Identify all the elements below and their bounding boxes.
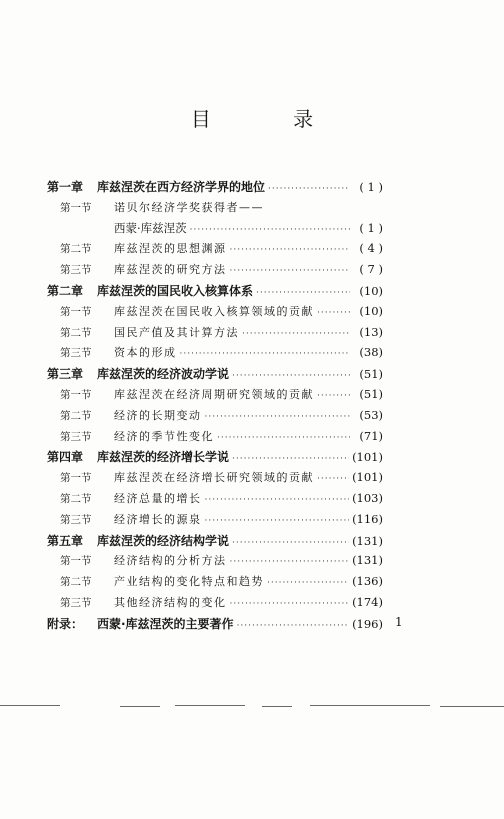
toc-leader-dots: [190, 225, 350, 235]
toc-entry-page: (103): [352, 490, 383, 505]
toc-entry-page: (10): [359, 283, 383, 298]
toc-entry-title: 西蒙·库兹涅茨: [114, 220, 187, 235]
toc-leader-dots: [230, 245, 351, 255]
toc-entry-number: 第二节: [60, 243, 92, 256]
toc-entry-title: 经济增长的源泉: [114, 512, 202, 526]
toc-entry-number: 第三节: [60, 264, 92, 277]
toc-leader-dots: [242, 329, 350, 339]
table-of-contents: [47, 178, 383, 636]
toc-entry-title: 西蒙·库兹涅茨的主要著作: [97, 616, 234, 631]
toc-section-entry: [47, 594, 383, 615]
toc-section-entry: [47, 261, 383, 282]
toc-entry-page: (10): [359, 303, 383, 318]
toc-leader-dots: [180, 349, 351, 359]
toc-entry-title: 国民产值及其计算方法: [114, 325, 239, 339]
toc-leader-dots: [230, 599, 350, 609]
toc-section-entry: [47, 573, 383, 594]
toc-section-entry: [47, 490, 383, 511]
toc-entry-number: 第三节: [60, 347, 92, 360]
toc-section-entry: [47, 324, 383, 345]
toc-entry-title: 库兹涅茨在经济周期研究领域的贡献: [114, 387, 314, 401]
toc-entry-page: (131): [352, 553, 383, 568]
toc-leader-dots: [205, 495, 350, 505]
toc-entry-page: (51): [359, 386, 383, 401]
toc-section-entry: [47, 552, 383, 573]
toc-leader-dots: [268, 184, 350, 194]
toc-entry-number: 第一节: [60, 305, 92, 318]
toc-section-entry: [47, 220, 383, 241]
toc-entry-title: 库兹涅茨在经济增长研究领域的贡献: [114, 471, 314, 485]
toc-entry-title: 库兹涅茨在西方经济学界的地位: [97, 180, 266, 194]
toc-leader-dots: [317, 308, 350, 318]
toc-entry-number: 第一节: [60, 472, 92, 485]
toc-entry-page: (101): [352, 450, 383, 465]
toc-leader-dots: [205, 516, 350, 526]
toc-section-entry: [47, 428, 383, 449]
toc-entry-page: (13): [359, 324, 383, 339]
toc-entry-page: (51): [359, 367, 383, 382]
toc-entry-number: 第二节: [60, 409, 92, 422]
toc-entry-title: 库兹涅茨的国民收入核算体系: [97, 283, 254, 298]
toc-leader-dots: [232, 538, 349, 548]
toc-entry-page: ( 1 ): [359, 180, 383, 194]
toc-chapter-entry: [47, 178, 383, 199]
toc-entry-number: 第一节: [60, 388, 92, 401]
toc-chapter-entry: [47, 365, 383, 386]
toc-entry-page: (101): [352, 470, 383, 485]
toc-section-entry: [47, 303, 383, 324]
toc-entry-title: 其他经济结构的变化: [114, 595, 227, 609]
toc-entry-number: 第二节: [60, 326, 92, 339]
toc-entry-title: 库兹涅茨的研究方法: [114, 263, 227, 277]
toc-entry-number: 第五章: [47, 533, 84, 548]
toc-entry-page: (71): [359, 428, 383, 443]
toc-entry-number: 第三节: [60, 513, 92, 526]
toc-entry-title: 经济总量的增长: [114, 491, 202, 505]
toc-leader-dots: [256, 288, 350, 298]
toc-chapter-entry: [47, 615, 383, 636]
toc-section-entry: [47, 386, 383, 407]
toc-leader-dots: [230, 266, 351, 276]
toc-section-entry: [47, 511, 383, 532]
toc-leader-dots: [317, 391, 350, 401]
toc-chapter-entry: [47, 448, 383, 469]
toc-leader-dots: [317, 474, 349, 484]
toc-entry-page: (116): [352, 511, 383, 526]
toc-section-entry: [47, 199, 383, 220]
toc-entry-page: (174): [352, 594, 383, 609]
toc-entry-title: 经济结构的分析方法: [114, 554, 227, 568]
toc-leader-dots: [230, 557, 350, 567]
toc-entry-number: 第三节: [60, 430, 92, 443]
toc-chapter-entry: [47, 532, 383, 553]
toc-section-entry: [47, 240, 383, 261]
toc-entry-number: 第四章: [47, 450, 84, 465]
toc-entry-number: 第一节: [60, 201, 92, 214]
toc-entry-page: (196): [352, 616, 383, 631]
toc-leader-dots: [217, 433, 350, 443]
toc-entry-number: 附录：: [47, 616, 84, 631]
toc-entry-number: 第二节: [60, 576, 92, 589]
toc-entry-number: 第二节: [60, 492, 92, 505]
toc-entry-number: 第二章: [47, 283, 84, 298]
toc-entry-title: 经济的长期变动: [114, 408, 202, 422]
toc-entry-page: ( 7 ): [359, 262, 383, 277]
toc-leader-dots: [205, 412, 351, 422]
toc-entry-page: ( 1 ): [359, 220, 383, 235]
toc-entry-page: (53): [359, 407, 383, 422]
toc-entry-number: 第三节: [60, 596, 92, 609]
toc-entry-title: 产业结构的变化特点和趋势: [114, 575, 264, 589]
page-number: 1: [395, 615, 403, 629]
toc-leader-dots: [232, 371, 350, 381]
toc-entry-number: 第一章: [47, 180, 84, 194]
toc-entry-title: 资本的形成: [114, 346, 177, 360]
toc-leader-dots: [237, 621, 350, 631]
toc-entry-title: 库兹涅茨的经济增长学说: [97, 450, 230, 465]
toc-leader-dots: [232, 454, 349, 464]
toc-entry-page: ( 4 ): [359, 241, 383, 256]
toc-chapter-entry: [47, 282, 383, 303]
toc-entry-title: 经济的季节性变化: [114, 429, 214, 443]
toc-section-entry: [47, 344, 383, 365]
toc-entry-title: 库兹涅茨的思想渊源: [114, 242, 227, 256]
toc-entry-page: (38): [359, 345, 383, 360]
toc-entry-number: 第一节: [60, 555, 92, 568]
toc-entry-title: 库兹涅茨在国民收入核算领域的贡献: [114, 304, 314, 318]
toc-section-entry: [47, 469, 383, 490]
toc-section-entry: [47, 407, 383, 428]
toc-entry-title: 库兹涅茨的经济波动学说: [97, 367, 230, 382]
toc-entry-page: (131): [352, 533, 383, 548]
toc-leader-dots: [267, 578, 349, 588]
page-title: 目 录: [190, 107, 352, 131]
toc-entry-page: (136): [352, 574, 383, 589]
toc-entry-title: 库兹涅茨的经济结构学说: [97, 533, 230, 548]
toc-entry-number: 第三章: [47, 367, 84, 382]
scan-artifact-line: [0, 705, 504, 707]
toc-entry-title: 诺贝尔经济学奖获得者——: [114, 200, 264, 214]
